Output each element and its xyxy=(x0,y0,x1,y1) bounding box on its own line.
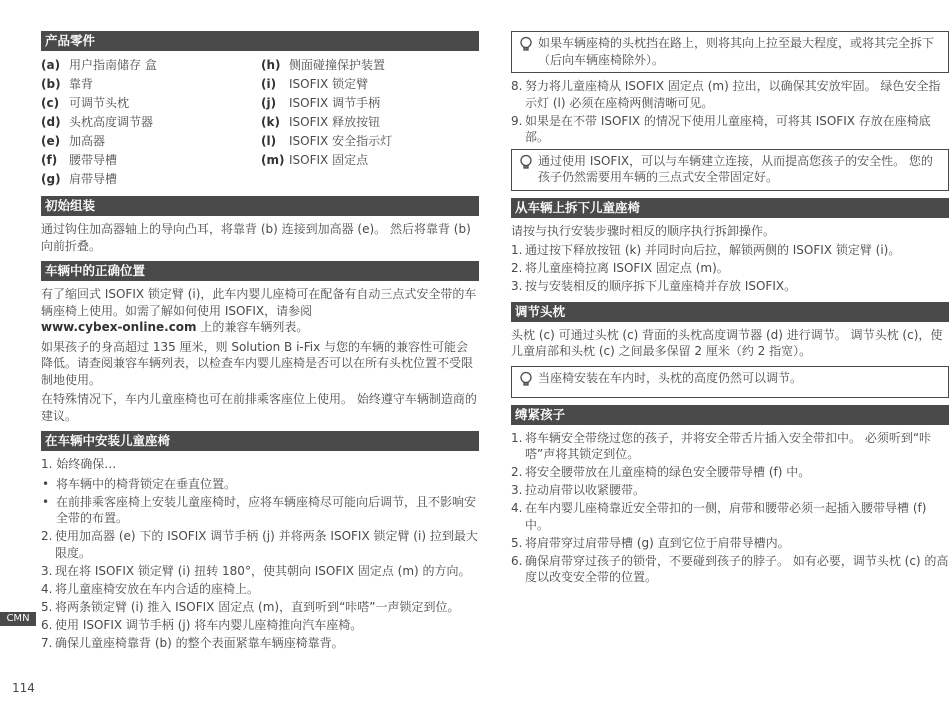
note-isofix-safety xyxy=(511,149,949,191)
part-label: 靠背 xyxy=(69,77,94,91)
step-number: 4. xyxy=(41,581,53,596)
step-number: 9. xyxy=(511,113,523,128)
install-steps xyxy=(41,528,479,651)
step-number: 3. xyxy=(511,483,523,497)
bullet-text: 将车辆中的椅背锁定在垂直位置。 xyxy=(56,476,237,491)
part-key: (d) xyxy=(41,115,61,129)
step-number: 7. xyxy=(41,635,53,650)
step-text: 将安全腰带放在儿童座椅的绿色安全腰带导槽 (f) 中。 xyxy=(525,465,811,479)
step-number: 6. xyxy=(511,553,523,568)
install-bullets xyxy=(41,476,479,527)
part-label: 侧面碰撞保护装置 xyxy=(289,58,386,72)
part-item xyxy=(261,94,392,113)
step-text: 使用加高器 (e) 下的 ISOFIX 调节手柄 (j) 并将两条 ISOFIX 锁定臂 (i) 拉到最大限度。 xyxy=(55,529,478,560)
part-item xyxy=(261,151,392,170)
part-item xyxy=(261,56,392,75)
step-number: 2. xyxy=(41,529,53,543)
cybex-link[interactable]: www.cybex-online.com xyxy=(41,320,197,334)
step-text: 将儿童座椅拉离 ISOFIX 固定点 (m)。 xyxy=(525,261,729,275)
step-number: 6. xyxy=(41,617,53,632)
list-item xyxy=(41,494,479,527)
headrest-heading: 调节头枕 xyxy=(511,302,949,322)
vehicle-position-heading: 车辆中的正确位置 xyxy=(41,261,479,281)
vehicle-position-text-2: 如果孩子的身高超过 135 厘米，则 Solution B i-Fix 与您的车辆的兼容性可能会降低。请查阅兼容车辆列表，以检查车内婴儿座椅是否可以在所有头枕位置不受限制地使用。 xyxy=(41,339,474,387)
list-item xyxy=(41,617,479,634)
part-key: (i) xyxy=(261,77,277,91)
list-item xyxy=(511,553,949,586)
part-label: ISOFIX 安全指示灯 xyxy=(289,134,393,148)
list-item xyxy=(511,430,949,463)
install-step-1: 1. 始终确保… xyxy=(41,457,117,471)
parts-list xyxy=(41,56,479,189)
step-text: 现在将 ISOFIX 锁定臂 (i) 扭转 180°，使其朝向 ISOFIX 固定点 (m) 的方向。 xyxy=(55,563,471,578)
list-item xyxy=(41,563,479,580)
list-item xyxy=(511,464,949,481)
step-number: 1. xyxy=(511,243,523,257)
part-item xyxy=(41,132,261,151)
removal-intro: 请按与执行安装步骤时相反的顺序执行拆卸操作。 xyxy=(511,223,776,238)
fasten-heading: 缚紧孩子 xyxy=(511,405,949,425)
vehicle-position-text-3: 在特殊情况下，车内儿童座椅也可在前排乘客座位上使用。 始终遵守车辆制造商的建议。 xyxy=(41,392,477,423)
step-text: 按与安装相反的顺序拆下儿童座椅并存放 ISOFIX。 xyxy=(525,279,797,293)
bullet-icon: • xyxy=(42,476,50,491)
part-item xyxy=(261,132,392,151)
list-item xyxy=(511,500,949,533)
part-key: (a) xyxy=(41,58,61,72)
part-item xyxy=(41,94,261,113)
part-item xyxy=(41,56,261,75)
step-number: 3. xyxy=(41,563,53,578)
list-item xyxy=(41,599,479,616)
left-column xyxy=(41,28,479,653)
part-label: ISOFIX 锁定臂 xyxy=(289,77,369,91)
step-number: 8. xyxy=(511,79,523,93)
part-key: (k) xyxy=(261,115,280,129)
list-item xyxy=(41,581,479,598)
step-text: 确保肩带穿过孩子的锁骨，不要碰到孩子的脖子。 如有必要，调节头枕 (c) 的高度以改变安全带的位置。 xyxy=(525,553,949,584)
step-number: 2. xyxy=(511,465,523,479)
step-number: 5. xyxy=(41,599,53,614)
part-key: (l) xyxy=(261,134,277,148)
initial-assembly-heading: 初始组装 xyxy=(41,196,479,216)
part-key: (g) xyxy=(41,172,61,186)
step-text: 如果是在不带 ISOFIX 的情况下使用儿童座椅，可将其 ISOFIX 存放在座椅底部。 xyxy=(525,113,931,144)
part-label: ISOFIX 固定点 xyxy=(289,153,369,167)
lightbulb-icon xyxy=(518,153,538,186)
lightbulb-icon xyxy=(518,370,538,387)
part-key: (h) xyxy=(261,58,281,72)
part-item xyxy=(41,75,261,94)
list-item xyxy=(41,635,479,652)
part-label: 可调节头枕 xyxy=(69,96,130,110)
parts-col-1 xyxy=(41,56,261,189)
list-item xyxy=(511,278,949,295)
step-text: 拉动肩带以收紧腰带。 xyxy=(525,483,646,497)
part-item xyxy=(41,170,261,189)
part-key: (b) xyxy=(41,77,61,91)
step-text: 在车内婴儿座椅靠近安全带扣的一侧，肩带和腰带必须一起插入腰带导槽 (f) 中。 xyxy=(525,501,927,532)
bullet-text: 在前排乘客座椅上安装儿童座椅时，应将车辆座椅尽可能向后调节，且不影响安全带的布置。 xyxy=(56,494,477,525)
list-item xyxy=(41,528,479,561)
bullet-icon: • xyxy=(42,494,50,509)
part-label: ISOFIX 调节手柄 xyxy=(289,96,381,110)
part-key: (e) xyxy=(41,134,61,148)
install-steps-cont xyxy=(511,78,949,146)
right-column xyxy=(511,28,949,587)
list-item xyxy=(511,260,949,277)
part-label: 肩带导槽 xyxy=(69,172,118,186)
part-label: 腰带导槽 xyxy=(69,153,118,167)
step-text: 将肩带穿过肩带导槽 (g) 直到它位于肩带导槽内。 xyxy=(525,535,790,550)
part-item xyxy=(261,75,392,94)
part-key: (m) xyxy=(261,153,285,167)
note-text: 当座椅安装在车内时，头枕的高度仍然可以调节。 xyxy=(538,370,803,385)
part-label: 头枕高度调节器 xyxy=(69,115,154,129)
step-number: 4. xyxy=(511,501,523,515)
step-text: 努力将儿童座椅从 ISOFIX 固定点 (m) 拉出，以确保其安放牢固。 绿色安全指示灯 (l) 必须在座椅两侧清晰可见。 xyxy=(525,79,941,110)
part-key: (c) xyxy=(41,96,60,110)
part-item xyxy=(41,151,261,170)
step-number: 5. xyxy=(511,535,523,550)
part-item xyxy=(261,113,392,132)
part-item xyxy=(41,113,261,132)
list-item xyxy=(511,78,949,111)
step-text: 将车辆安全带绕过您的孩子，并将安全带舌片插入安全带扣中。 必须听到“咔嗒”声将其锁定到位。 xyxy=(525,430,932,461)
part-label: 用户指南储存 盒 xyxy=(69,58,157,72)
removal-heading: 从车辆上拆下儿童座椅 xyxy=(511,198,949,218)
note-text: 通过使用 ISOFIX，可以与车辆建立连接，从而提高您孩子的安全性。 您的孩子仍然需要用车辆的三点式安全带固定好。 xyxy=(538,153,933,184)
vehicle-position-intro: 有了缩回式 ISOFIX 锁定臂 (i)，此车内婴儿座椅可在配备有自动三点式安全带的车辆座椅上使用。如需了解如何使用 ISOFIX，请参阅 xyxy=(41,287,477,318)
page-number: 114 xyxy=(12,681,35,695)
parts-heading: 产品零件 xyxy=(41,31,479,51)
step-number: 1. xyxy=(511,430,523,445)
step-text: 将儿童座椅安放在车内合适的座椅上。 xyxy=(55,581,260,596)
lightbulb-icon xyxy=(518,35,538,68)
step-number: 3. xyxy=(511,279,523,293)
install-heading: 在车辆中安装儿童座椅 xyxy=(41,431,479,451)
step-text: 将两条锁定臂 (i) 推入 ISOFIX 固定点 (m)，直到听到“咔嗒”一声锁定到位。 xyxy=(55,599,460,614)
vehicle-position-tail: 上的兼容车辆列表。 xyxy=(196,320,309,334)
vehicle-position-text-1 xyxy=(41,286,479,336)
step-number: 2. xyxy=(511,261,523,275)
note-text: 如果车辆座椅的头枕挡在路上，则将其向上拉至最大程度，或将其完全拆下（后向车辆座椅除外）。 xyxy=(538,36,935,67)
removal-steps xyxy=(511,242,949,295)
initial-assembly-text: 通过钩住加高器轴上的导向凸耳，将靠背 (b) 连接到加高器 (e)。 然后将靠背 (b) 向前折叠。 xyxy=(41,222,471,253)
part-label: 加高器 xyxy=(69,134,106,148)
headrest-text: 头枕 (c) 可通过头枕 (c) 背面的头枕高度调节器 (d) 进行调节。 调节头枕 (c)，使儿童肩部和头枕 (c) 之间最多保留 2 厘米（约 2 指宽）。 xyxy=(511,327,943,358)
list-item xyxy=(511,242,949,259)
fasten-steps xyxy=(511,430,949,586)
note-headrest-obstruction xyxy=(511,31,949,73)
parts-col-2 xyxy=(261,56,392,189)
list-item xyxy=(41,476,479,493)
language-tab: CMN xyxy=(0,612,36,626)
note-headrest-adjust xyxy=(511,366,949,398)
step-text: 通过按下释放按钮 (k) 并同时向后拉，解锁两侧的 ISOFIX 锁定臂 (i)。 xyxy=(525,243,901,257)
list-item xyxy=(511,113,949,146)
list-item xyxy=(511,535,949,552)
part-label: ISOFIX 释放按钮 xyxy=(289,115,381,129)
part-key: (f) xyxy=(41,153,58,167)
step-text: 使用 ISOFIX 调节手柄 (j) 将车内婴儿座椅推向汽车座椅。 xyxy=(55,617,363,632)
part-key: (j) xyxy=(261,96,277,110)
list-item xyxy=(511,482,949,499)
step-text: 确保儿童座椅靠背 (b) 的整个表面紧靠车辆座椅靠背。 xyxy=(55,635,344,650)
